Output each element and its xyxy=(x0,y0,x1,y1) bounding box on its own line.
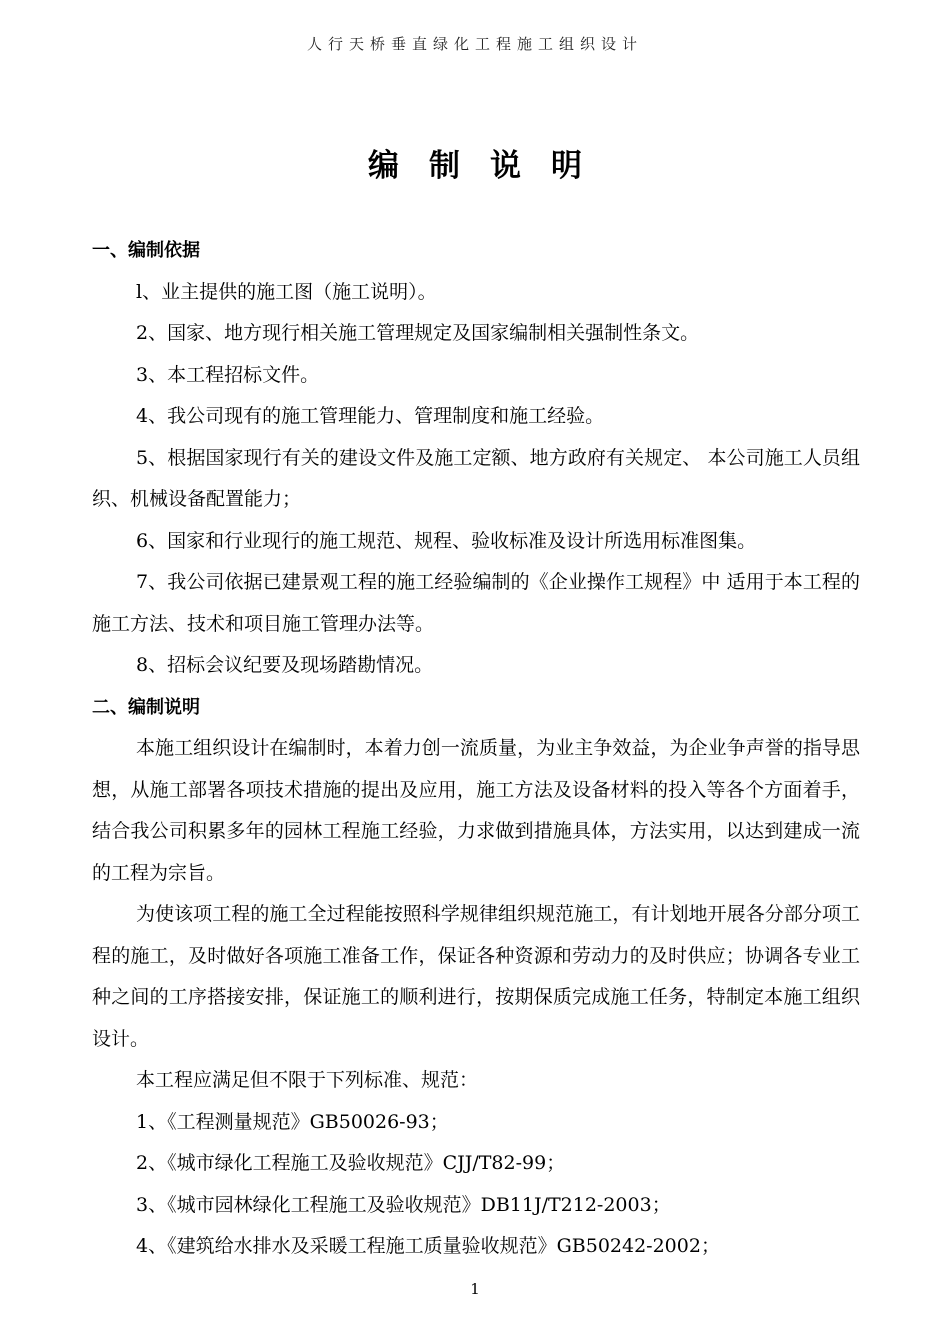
basis-item: l、业主提供的施工图（施工说明）。 xyxy=(136,280,437,303)
standard-item: 2、《城市绿化工程施工及验收规范》CJJ/T82-99； xyxy=(136,1152,566,1174)
basis-item: 3、本工程招标文件。 xyxy=(136,363,320,386)
document-title: 编制说明 xyxy=(368,148,612,184)
basis-item: 7、我公司依据已建景观工程的施工经验编制的《企业操作工规程》中 适用于本工程的施工方法、技术和项目施工管理办法等。 xyxy=(92,571,860,635)
section-heading-explanation: 二、编制说明 xyxy=(92,696,200,718)
explanation-paragraph: 本施工组织设计在编制时，本着力创一流质量，为业主争效益，为企业争声誉的指导思想，从施工部署各项技术措施的提出及应用，施工方法及设备材料的投入等各个方面着手，结合我公司积累多年的园林工程施工经验，力求做到措施具体，方法实用，以达到建成一流的工程为宗旨。 xyxy=(92,737,860,884)
basis-item: 8、招标会议纪要及现场踏勘情况。 xyxy=(136,654,434,676)
standard-item: 1、《工程测量规范》GB50026-93； xyxy=(136,1110,449,1133)
basis-item: 5、根据国家现行有关的建设文件及施工定额、地方政府有关规定、 本公司施工人员组织、机械设备配置能力； xyxy=(92,446,860,510)
explanation-paragraph: 为使该项工程的施工全过程能按照科学规律组织规范施工，有计划地开展各分部分项工程的施工，及时做好各项施工准备工作，保证各种资源和劳动力的及时供应；协调各专业工种之间的工序搭接安排，保证施工的顺利进行，按期保质完成施工任务，特制定本施工组织设计。 xyxy=(92,903,860,1050)
standard-item: 4、《建筑给水排水及采暖工程施工质量验收规范》GB50242-2002； xyxy=(136,1235,720,1257)
section-heading-basis: 一、编制依据 xyxy=(92,240,200,261)
page-number: 1 xyxy=(470,1280,480,1298)
page-header: 人行天桥垂直绿化工程施工组织设计 xyxy=(306,35,643,53)
document-body xyxy=(92,230,860,1268)
explanation-paragraph: 本工程应满足但不限于下列标准、规范： xyxy=(136,1069,479,1091)
basis-item: 4、我公司现有的施工管理能力、管理制度和施工经验。 xyxy=(136,405,605,427)
standard-item: 3、《城市园林绿化工程施工及验收规范》DB11J/T212-2003； xyxy=(136,1193,671,1216)
basis-item: 6、国家和行业现行的施工规范、规程、验收标准及设计所选用标准图集。 xyxy=(136,529,757,552)
basis-item: 2、国家、地方现行相关施工管理规定及国家编制相关强制性条文。 xyxy=(136,322,700,344)
